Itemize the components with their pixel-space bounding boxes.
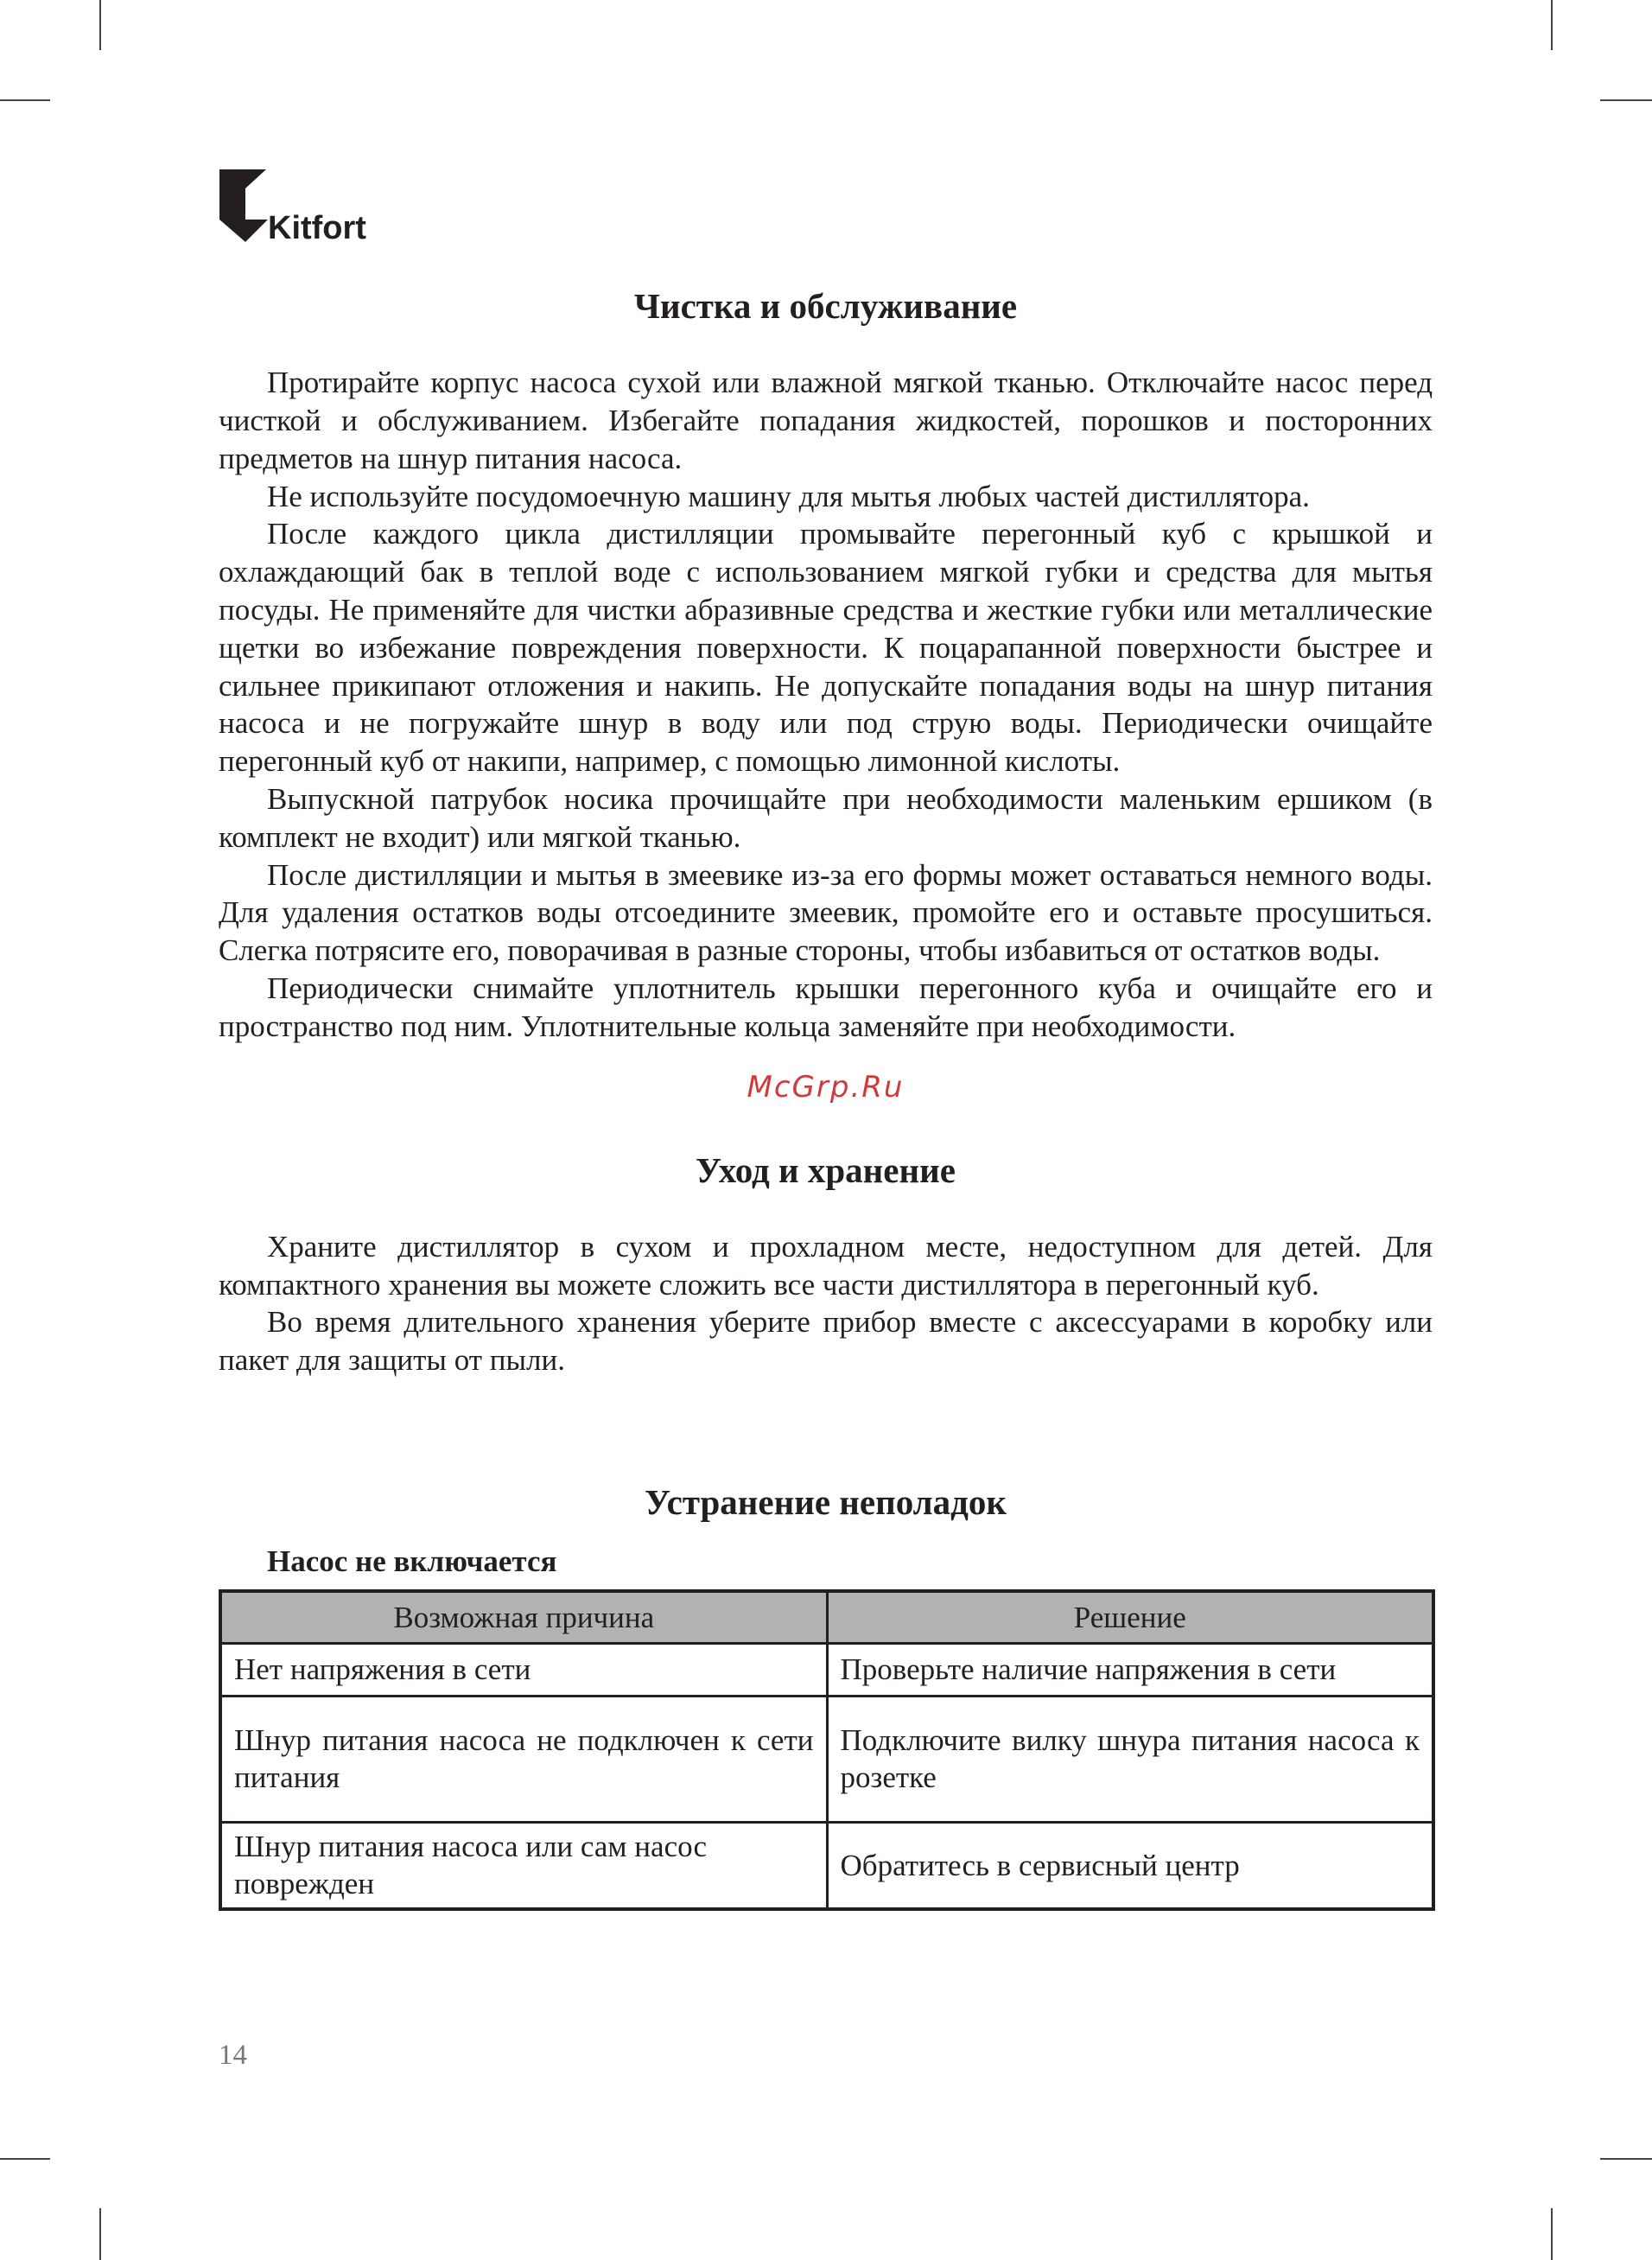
crop-mark-top-left — [99, 0, 101, 50]
column-header-solution: Решение — [827, 1591, 1433, 1644]
paragraph: Храните дистиллятор в сухом и прохладном месте, недоступном для детей. Для компактного хранения вы можете сложить все части дистиллятора в перегонный куб. — [219, 1229, 1433, 1302]
paragraph: Протирайте корпус насоса сухой или влажной мягкой тканью. Отключайте насос перед чисткой и обслуживанием. Избегайте попадания жидкостей, порошков и посторонних предметов на шнур питания насоса. — [219, 366, 1433, 475]
crop-mark-bottom-left — [0, 2158, 50, 2160]
table-row — [220, 1643, 1433, 1696]
table-row — [220, 1822, 1433, 1909]
paragraph: После каждого цикла дистилляции промывайте перегонный куб с крышкой и охлаждающий бак в теплой воде с использованием мягкой губки и средства для мытья посуды. Не применяйте для чистки абразивные средства и жесткие губки или металлические щетки во избежание повреждения поверхности. К поцарапанной поверхности быстрее и сильнее прикипают отложения и накипь. Не допускайте попадания воды на шнур питания насоса и не погружайте шнур в воду или под струю воды. Периодически очищайте перегонный куб от накипи, например, с помощью лимонной кислоты. — [219, 517, 1433, 779]
section-title-cleaning: Чистка и обслуживание — [633, 286, 1018, 326]
crop-mark-top-left — [0, 99, 50, 101]
paragraph: Выпускной патрубок носика прочищайте при необходимости маленьким ершиком (в комплект не входит) или мягкой тканью. — [219, 781, 1433, 854]
section-title-troubleshooting: Устранение неполадок — [644, 1481, 1007, 1522]
solution-cell: Проверьте наличие напряжения в сети — [827, 1643, 1433, 1696]
paragraph: Периодически снимайте уплотнитель крышки перегонного куба и очищайте его и пространство под ним. Уплотнительные кольца заменяйте при необходимости. — [219, 971, 1433, 1043]
troubleshooting-table — [219, 1589, 1435, 1911]
crop-mark-bottom-right — [1551, 2208, 1553, 2260]
cleaning-body — [219, 364, 1433, 1045]
watermark-link[interactable]: McGrp.Ru — [747, 1069, 905, 1105]
kitfort-logo-text: Kitfort — [268, 210, 366, 246]
table-header-row — [220, 1591, 1433, 1644]
crop-mark-bottom-right — [1600, 2158, 1652, 2160]
crop-mark-bottom-left — [99, 2208, 101, 2260]
solution-cell: Подключите вилку шнура питания насоса к розетке — [827, 1696, 1433, 1822]
problem-title: Насос не включается — [267, 1544, 557, 1579]
kitfort-logo — [218, 168, 382, 247]
paragraph: Во время длительного хранения уберите прибор вместе с аксессуарами в коробку или пакет для защиты от пыли. — [219, 1305, 1433, 1378]
solution-cell: Обратитесь в сервисный центр — [827, 1822, 1433, 1909]
kitfort-logo-mark — [219, 169, 268, 242]
crop-mark-top-right — [1551, 0, 1553, 50]
paragraph: Не используйте посудомоечную машину для мытья любых частей дистиллятора. — [267, 479, 1310, 513]
cause-cell: Шнур питания насоса или сам насос поврежден — [220, 1822, 827, 1909]
column-header-cause: Возможная причина — [220, 1591, 827, 1644]
storage-body — [219, 1228, 1433, 1379]
table-row — [220, 1696, 1433, 1822]
page-content — [219, 277, 1433, 1911]
cause-cell: Шнур питания насоса не подключен к сети питания — [220, 1696, 827, 1822]
section-title-storage: Уход и хранение — [696, 1149, 956, 1190]
cause-cell: Нет напряжения в сети — [220, 1643, 827, 1696]
crop-mark-top-right — [1600, 99, 1652, 101]
paragraph: После дистилляции и мытья в змеевике из-за его формы может оставаться немного воды. Для удаления остатков воды отсоедините змеевик, промойте его и оставьте просушиться. Слегка потрясите его, поворачивая в разные стороны, чтобы избавиться от остатков воды. — [219, 857, 1433, 968]
page-number: 14 — [219, 2040, 247, 2071]
